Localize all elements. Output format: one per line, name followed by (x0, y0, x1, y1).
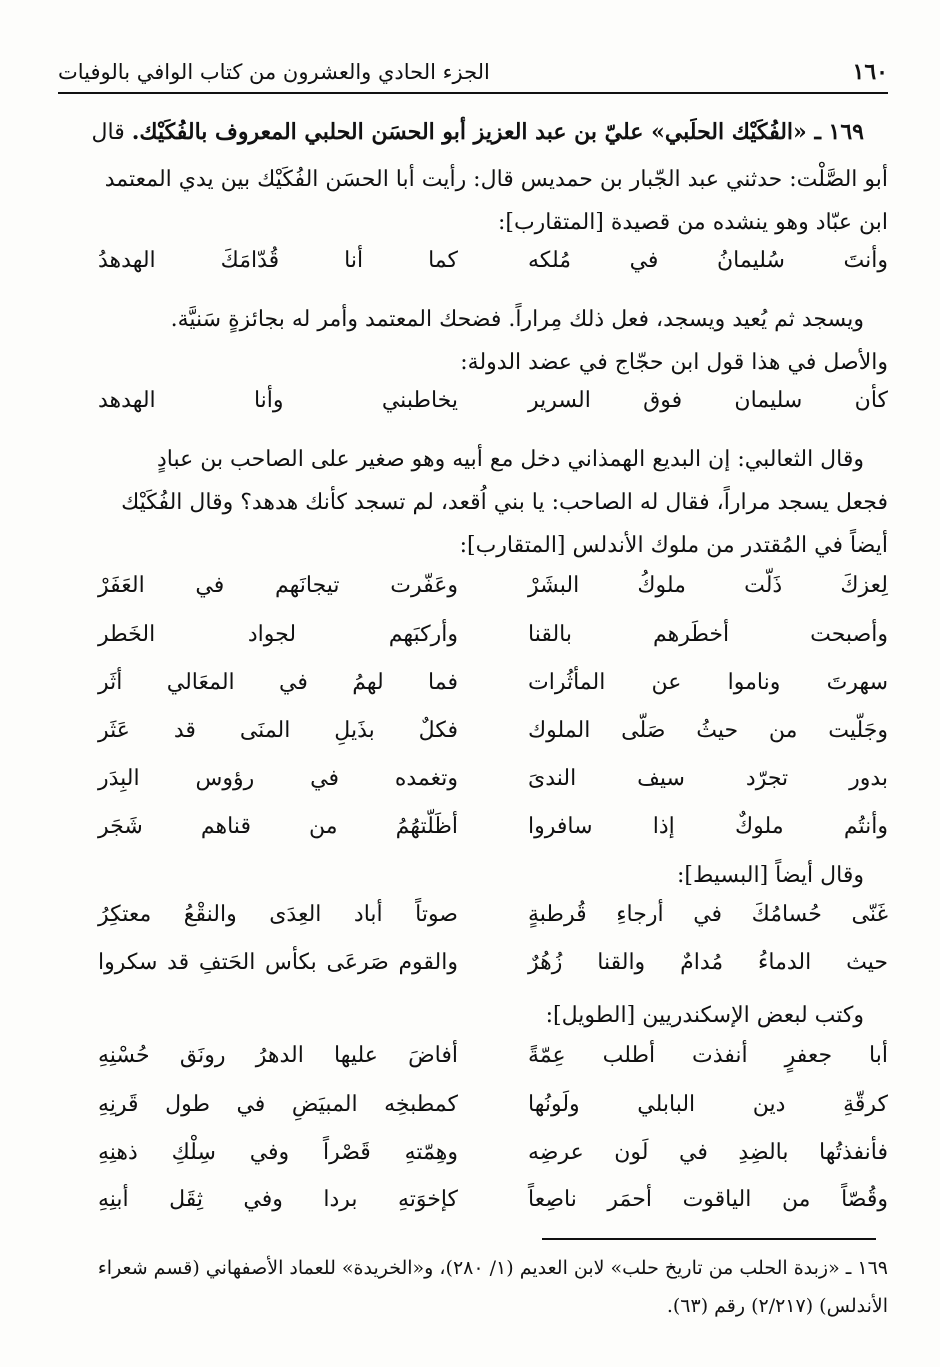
prose-line: أيضاً في المُقتدر من ملوك الأندلس [المتقارب]: (459, 533, 888, 558)
verse-line (52, 814, 888, 858)
prose-line: وقال أيضاً [البسيط]: (676, 863, 864, 888)
hemistich-first: وأنتَ سُليمانُ في مُلكه (528, 248, 888, 273)
verse-line (52, 950, 888, 994)
prose-line: وقال الثعالبي: إن البديع الهمذاني دخل مع أبيه وهو صغير على الصاحب بن عبادٍ (156, 447, 864, 472)
page-header (58, 52, 888, 94)
hemistich-second: أفاضَ عليها الدهرُ رونَق حُسْنِهِ (98, 1043, 458, 1068)
prose-line: ويسجد ثم يُعيد ويسجد، فعل ذلك مِراراً. فضحك المعتمد وأمر له بجائزةٍ سَنيَّة. (170, 307, 864, 332)
prose-line: والأصل في هذا قول ابن حجّاج في عضد الدولة: (460, 350, 888, 375)
hemistich-second: والقوم صَرعَى بكأس الحَتفِ قد سكروا (98, 950, 458, 975)
entry-heading-tail: قال (91, 120, 125, 145)
hemistich-first: وأنتُم ملوكٌ إذا سافروا (528, 814, 888, 839)
hemistich-first: أبا جعفرٍ أنفذت أطلب عِمّةً (528, 1043, 888, 1068)
hemistich-first: وأصبحت أخطَرهم بالقنا (528, 622, 888, 647)
entry-heading-line (52, 112, 888, 153)
hemistich-first: وجَلّيت من حيثُ صَلّى الملوك (528, 718, 888, 743)
verse-line (52, 573, 888, 617)
hemistich-second: فما لهمُ في المعَالي أثَر (98, 670, 458, 695)
hemistich-first: كأن سليمان فوق السرير (528, 388, 888, 413)
verse-line (52, 670, 888, 714)
entry-heading: ١٦٩ ـ «الفُكَيْك الحلَبي» عليّ بن عبد العزيز أبو الحسَن الحلبي المعروف بالفُكَيْك. (131, 119, 864, 145)
hemistich-second: وهِمّتهِ قَصْراً وفي سِلْكِ ذهنِهِ (98, 1140, 458, 1165)
prose-line: فجعل يسجد مراراً، فقال له الصاحب: يا بني اُقعد، لم تسجد كأنك هدهد؟ وقال الفُكَيْك (121, 490, 888, 515)
hemistich-second: كإخوَتهِ بردا وفي ثِقَل أبنِهِ (98, 1187, 458, 1212)
hemistich-first: كرقّةِ دين البابلي ولَونُها (528, 1092, 888, 1117)
hemistich-first: بدور تجرّد سيف الندىَ (528, 766, 888, 791)
hemistich-first: حيث الدماءُ مُدامٌ والقنا زُهُرٌ (528, 950, 888, 975)
verse-line (52, 902, 888, 946)
verse-line (52, 1092, 888, 1136)
verse-line (52, 718, 888, 762)
footnote-separator (542, 1238, 876, 1240)
verse-line (52, 1140, 888, 1184)
verse-line (52, 248, 888, 292)
prose-line: وكتب لبعض الإسكندريين [الطويل]: (545, 1003, 864, 1028)
page-number: ١٦٠ (852, 59, 888, 85)
hemistich-first: وقُصّاً من الياقوت أحمَر ناصِعاً (528, 1187, 888, 1212)
hemistich-first: لِعزكَ ذَلّت ملوكُ البشَرْ (528, 573, 888, 598)
hemistich-first: غَنّى حُسامُكَ في أرجاءِ قُرطبةٍ (528, 902, 888, 927)
hemistich-second: وعَفّرت تيجانَهم في العَفَرْ (98, 573, 458, 598)
hemistich-second: وأركبَهم لجواد الخَطر (98, 622, 458, 647)
verse-line (52, 622, 888, 666)
hemistich-first: سهرتَ وناموا عن المأثُرات (528, 670, 888, 695)
hemistich-second: صوتاً أباد العِدَى والنقْعُ معتكِرُ (98, 902, 458, 927)
hemistich-second: كما أنا قُدّامَكَ الهدهدُ (98, 248, 458, 273)
hemistich-second: فكلٌ بذَيلِ المنَى قد عَثَر (98, 718, 458, 743)
footnote-line: ١٦٩ ـ «زبدة الحلب من تاريخ حلب» لابن العديم (١/ ٢٨٠)، و«الخريدة» للعماد الأصفهاني (قسم شعراء (97, 1257, 888, 1279)
hemistich-second: يخاطبني وأنا الهدهد (98, 388, 458, 413)
verse-line (52, 766, 888, 810)
footnote-line: الأندلس) (٢/٢١٧) رقم (٦٣). (666, 1295, 888, 1317)
hemistich-first: فأنفذتُها بالضِدِ في لَون عرضِه (528, 1140, 888, 1165)
hemistich-second: أظَلّتهُمُ من قناهم شَجَر (98, 814, 458, 839)
running-title: الجزء الحادي والعشرون من كتاب الوافي بالوفيات (58, 60, 490, 84)
hemistich-second: وتغمده في رؤوس البِدَر (98, 766, 458, 791)
hemistich-second: كمطبخِه المبيَضِ في طول قَرنِهِ (98, 1092, 458, 1117)
verse-line (52, 1187, 888, 1231)
verse-line (52, 1043, 888, 1087)
verse-line (52, 388, 888, 432)
entry-line: أبو الصَّلْت: حدثني عبد الجّبار بن حمديس قال: رأيت أبا الحسَن الفُكَيْك بين يدي المعتمد (104, 167, 888, 192)
entry-line: ابن عبّاد وهو ينشده من قصيدة [المتقارب]: (497, 210, 888, 235)
